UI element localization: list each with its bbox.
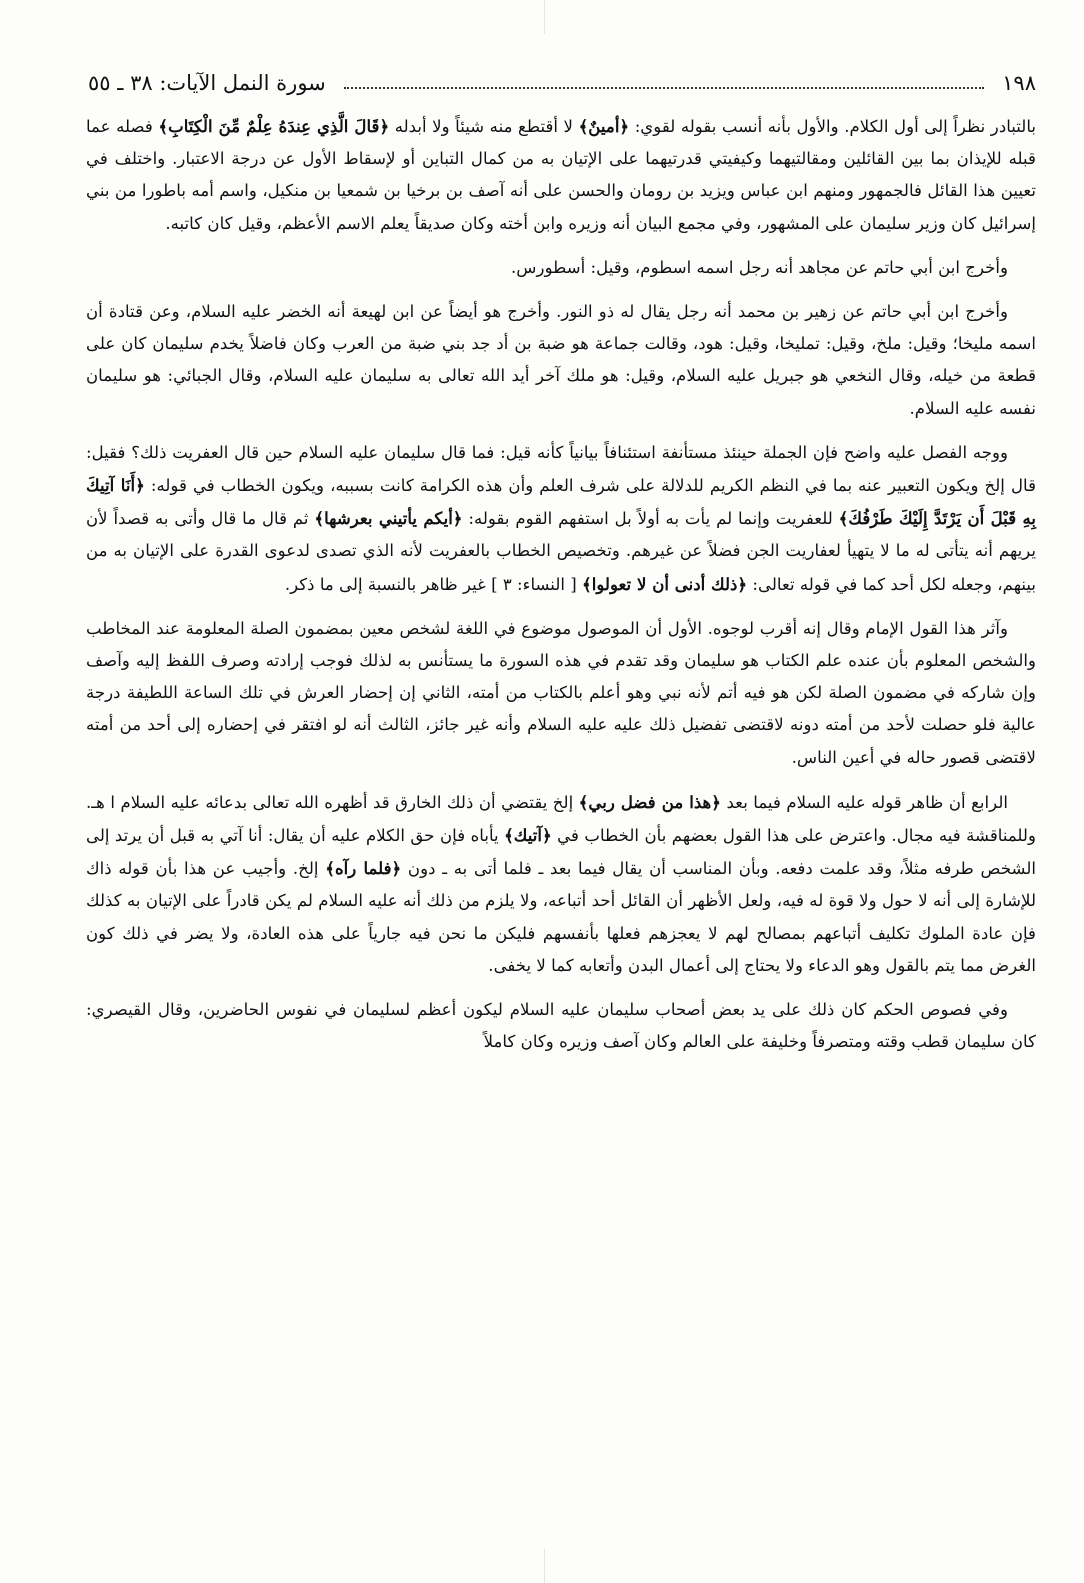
text-segment: وآثر هذا القول الإمام وقال إنه أقرب لوجوه. الأول أن الموصول موضوع في اللغة لشخص معين بمضمون الصلة المعلومة عند المخاطب والشخص المعلوم بأن عنده علم الكتاب هو سليمان وقد تقدم في هذه السورة ما يستأنس به لذلك فوجب إرادته وصرف اللفظ إليه وآصف وإن شاركه في مضمون الصلة لكن هو فيه أتم لأنه نبي وهو أعلم بالكتاب من أمته، الثاني إن إحضار العرش في تلك الساعة اللطيفة درجة عالية فلو حصلت لأحد من أمته دونه لاقتضى تفضيل ذلك عليه عليه السلام وأنه غير جائز، الثالث أنه لو افتقر في إحضاره إلى أحد من أمته لاقتضى قصور حاله في أعين الناس. — [86, 618, 1036, 767]
quran-quote: ﴿آتيك﴾ — [504, 825, 552, 846]
scan-edge-mark — [544, 0, 545, 34]
text-segment: [ النساء: ٣ ] غير ظاهر بالنسبة إلى ما ذكر. — [284, 574, 583, 594]
text-segment: وأخرج ابن أبي حاتم عن مجاهد أنه رجل اسمه اسطوم، وقيل: أسطورس. — [511, 257, 1008, 277]
quran-quote: ﴿فلما رآه﴾ — [325, 858, 402, 879]
page-header — [88, 66, 1036, 100]
body-text — [86, 110, 1036, 1058]
text-segment: إلخ. وأجيب عن هذا بأن قوله ذاك للإشارة إلى أنه لا حول ولا قوة له فيه، ولعل الأظهر أن القائل أحد أتباعه، ولا يلزم من ذلك أنه عليه السلام لم يكن قادراً على الإتيان به كذلك فإن عادة الملوك تكليف أتباعهم بمصالح لهم لا يعجزهم فعلها بأنفسهم فليكن ما نحن فيه جارياً على هذه العادة، ولا يضر في ذلك كون الغرض مما يتم بالقول وهو الدعاء ولا يحتاج إلى أعمال البدن وأتعابه كما لا يخفى. — [86, 859, 1036, 975]
text-segment: إلخ يقتضي أن ذلك الخارق قد أظهره الله تعالى بدعائه عليه السلام ا هـ. وللمناقشة فيه مجال. واعترض على هذا القول بعضهم بأن الخطاب في — [86, 792, 1036, 846]
paragraph — [86, 252, 1036, 284]
paragraph — [86, 613, 1036, 774]
text-segment: وفي فصوص الحكم كان ذلك على يد بعض أصحاب سليمان عليه السلام ليكون أعظم لسليمان في نفوس الحاضرين، وقال القيصري: كان سليمان قطب وقته ومتصرفاً وخليفة على العالم وكان آصف وزيره وكان كاملاً — [86, 1000, 1036, 1052]
text-segment: يأباه فإن حق الكلام عليه أن يقال: أنا آتي به قبل أن يرتد إلى الشخص طرفه مثلاً، وقد علمت دفعه. وبأن المناسب أن يقال فيما بعد ـ فلما أتى به ـ دون — [86, 826, 1037, 879]
text-segment: فصله عما قبله للإيذان بما بين القائلين ومقالتيهما وكيفيتي قدرتيهما على الإتيان به من كمال التباين أو لإسقاط الأول عن درجة الاعتبار. واختلف في تعيين هذا القائل فالجمهور ومنهم ابن عباس ويزيد بن رومان والحسن على أنه آصف بن برخيا بن شمعيا بن منكيل، واسم أمه باطورا من بني إسرائيل كان وزير سليمان على المشهور، وفي مجمع البيان أنه وزيره وابن أخته وكان صديقاً يعلم الاسم الأعظم، وقيل كان كاتبه. — [86, 117, 1036, 233]
paragraph — [86, 786, 1036, 982]
text-segment: الرابع أن ظاهر قوله عليه السلام فيما بعد — [721, 792, 1008, 812]
text-segment: بالتبادر نظراً إلى أول الكلام. والأول بأنه أنسب بقوله لقوي: — [629, 117, 1037, 136]
quran-quote: ﴿أَنَا آتِيكَ بِهِ قَبْلَ أَن يَرْتَدَّ إِلَيْكَ طَرْفُكَ﴾ — [86, 475, 1036, 529]
paragraph — [86, 110, 1036, 240]
quran-quote: ﴿أيكم يأتيني بعرشها﴾ — [314, 508, 463, 529]
dotted-leader — [344, 87, 984, 89]
text-segment: وأخرج ابن أبي حاتم عن زهير بن محمد أنه رجل يقال له ذو النور. وأخرج هو أيضاً عن ابن لهيعة أنه الخضر عليه السلام، وعن قتادة أن اسمه مليخا؛ وقيل: ملخ، وقيل: تمليخا، وقيل: هود، وقالت جماعة هو ضبة بن أد جد بني ضبة من العرب وكان فاضلاً يخدم سليمان كان على قطعة من خيله، وقال النخعي هو جبريل عليه السلام، وقيل: هو ملك آخر أيد الله تعالى به سليمان عليه السلام، وقال الجبائي: هو سليمان نفسه عليه السلام. — [86, 302, 1036, 418]
paragraph — [86, 994, 1036, 1058]
quran-quote: ﴿ذلك أدنى أن لا تعولوا﴾ — [582, 573, 748, 594]
paragraph — [86, 437, 1036, 601]
page-number: ١٩٨ — [1002, 71, 1036, 95]
paragraph — [86, 296, 1036, 425]
text-segment: ووجه الفصل عليه واضح فإن الجملة حينئذ مستأنفة استئنافاً بيانياً كأنه قيل: فما قال سليمان عليه السلام حين قال العفريت ذلك؟ فقيل: قال إلخ ويكون التعبير عنه بما في النظم الكريم للدلالة على شرف العلم وأن هذه الكرامة كانت بسببه، ويكون الخطاب في قوله: — [86, 442, 1036, 496]
scan-edge-mark — [544, 1549, 545, 1583]
text-segment: ثم قال ما قال وأتى به قصداً لأن يريهم أنه يتأتى له ما لا يتهيأ لعفاريت الجن فضلاً عن غيرهم. وتخصيص الخطاب بالعفريت لأنه الذي تصدى لدعوى القدرة على الإتيان به من بينهم، وجعله لكل أحد كما في قوله تعالى: — [86, 509, 1036, 594]
text-segment: للعفريت وإنما لم يأت به أولاً بل استفهم القوم بقوله: — [462, 509, 839, 529]
quran-quote: ﴿أمينٌ﴾ — [578, 116, 630, 136]
quran-quote: ﴿هذا من فضل ربي﴾ — [578, 791, 721, 812]
text-segment: لا أقتطع منه شيئاً ولا أبدله — [389, 117, 579, 136]
quran-quote: ﴿قَالَ الَّذِي عِندَهُ عِلْمٌ مِّنَ الْكِتَابِ﴾ — [158, 116, 390, 136]
running-head: سورة النمل الآيات: ٣٨ ـ ٥٥ — [88, 71, 326, 95]
